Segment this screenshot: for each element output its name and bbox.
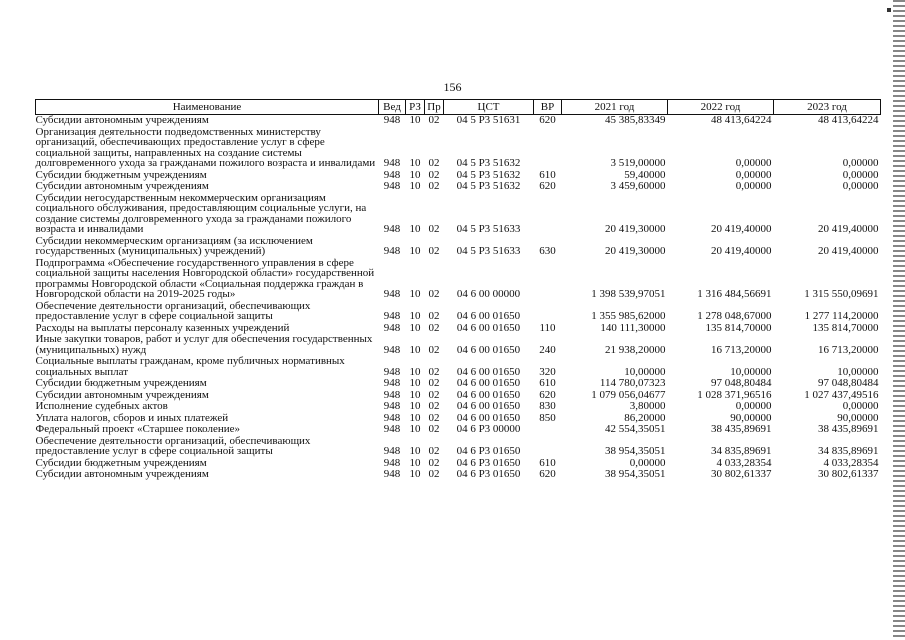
cell-2022: 1 316 484,56691 [697, 288, 772, 300]
table-row [36, 356, 881, 378]
cell-rz: 10 [409, 157, 421, 169]
cell-vr: 850 [539, 411, 556, 424]
cell-name: Уплата налогов, сборов и иных платежей [35, 411, 229, 424]
cell-2021: 3,80000 [629, 400, 666, 412]
cell-2022: 1 278 048,67000 [697, 310, 772, 322]
cell-pr: 02 [428, 321, 440, 334]
header-name: Наименование [36, 100, 379, 115]
cell-name: Субсидии негосударственным некоммерческим организациям социального обслуживания, предоставляющим социальные услуги, на создание системы долговременного ухода за гражданами пожилого возраста и инвалидами [35, 191, 367, 235]
cell-2022: 10,00000 [730, 365, 772, 378]
table-row [36, 401, 881, 413]
cell-2023: 38 435,89691 [818, 423, 879, 435]
cell-2021: 10,00000 [624, 365, 666, 378]
table-body [36, 115, 881, 481]
cell-2023: 20 419,40000 [818, 223, 879, 235]
cell-2021: 38 954,35051 [605, 445, 666, 457]
cell-rz: 10 [409, 180, 421, 192]
cell-vr: 620 [539, 468, 556, 480]
cell-rz: 10 [409, 245, 421, 257]
cell-pr: 02 [428, 157, 440, 169]
scan-mark [887, 8, 891, 12]
cell-rz: 10 [409, 388, 421, 401]
cell-ved: 948 [383, 423, 401, 435]
cell-2022: 20 419,40000 [711, 245, 772, 257]
cell-vr: 610 [539, 168, 556, 181]
cell-name: Подпрограмма «Обеспечение государственного управления в сфере социальной защиты населения Новгородской области» государственной программы Новгородской области «Социальная поддержка граждан в Новгородской области на 2019-2025 годы» [35, 256, 375, 300]
cell-2023: 1 027 437,49516 [804, 388, 879, 401]
cell-2021: 86,20000 [624, 411, 666, 424]
cell-ved: 948 [383, 288, 401, 300]
cell-2021: 1 355 985,62000 [591, 310, 666, 322]
cell-2022: 30 802,61337 [711, 468, 772, 480]
cell-cst: 04 6 00 01650 [456, 365, 521, 378]
cell-vr [534, 436, 562, 458]
cell-vr [534, 301, 562, 323]
cell-name: Субсидии бюджетным учреждениям [35, 377, 207, 389]
cell-2022: 0,00000 [735, 168, 772, 181]
cell-vr: 630 [539, 245, 556, 257]
cell-2022: 34 835,89691 [711, 445, 772, 457]
cell-2023: 16 713,20000 [818, 343, 879, 356]
cell-2023: 20 419,40000 [818, 245, 879, 257]
cell-name: Субсидии автономным учреждениям [35, 180, 209, 192]
scan-edge-artifact [893, 0, 905, 640]
header-2022: 2022 год [668, 100, 774, 115]
header-2023: 2023 год [774, 100, 881, 115]
cell-pr: 02 [428, 180, 440, 192]
table-row [36, 115, 881, 127]
cell-2021: 0,00000 [629, 456, 666, 469]
cell-2023: 34 835,89691 [818, 445, 879, 457]
cell-rz: 10 [409, 377, 421, 389]
header-rz: РЗ [406, 100, 425, 115]
cell-rz: 10 [409, 114, 421, 126]
cell-2021: 21 938,20000 [605, 343, 666, 356]
cell-ved: 948 [383, 365, 401, 378]
cell-pr: 02 [428, 343, 440, 356]
cell-2023: 4 033,28354 [823, 456, 879, 469]
cell-vr: 610 [539, 456, 556, 469]
cell-pr: 02 [428, 288, 440, 300]
cell-pr: 02 [428, 445, 440, 457]
cell-2023: 0,00000 [842, 400, 879, 412]
cell-2022: 48 413,64224 [711, 114, 772, 126]
cell-cst: 04 6 00 01650 [456, 310, 521, 322]
cell-pr: 02 [428, 223, 440, 235]
cell-rz: 10 [409, 310, 421, 322]
cell-cst: 04 5 Р3 51632 [456, 180, 521, 192]
cell-2022: 0,00000 [735, 157, 772, 169]
cell-pr: 02 [428, 114, 440, 126]
cell-ved: 948 [383, 400, 401, 412]
cell-name: Обеспечение деятельности организаций, обеспечивающих предоставление услуг в сфере социальной защиты [35, 299, 311, 322]
cell-rz: 10 [409, 411, 421, 424]
cell-ved: 948 [383, 180, 401, 192]
table-row [36, 378, 881, 390]
cell-cst: 04 5 Р3 51632 [456, 168, 521, 181]
cell-2022: 1 028 371,96516 [697, 388, 772, 401]
cell-name: Субсидии некоммерческим организациям (за исключением государственных (муниципальных) учреждений) [35, 234, 313, 257]
cell-rz: 10 [409, 423, 421, 435]
table-row [36, 127, 881, 170]
cell-2023: 48 413,64224 [818, 114, 879, 126]
cell-pr: 02 [428, 388, 440, 401]
cell-vr: 610 [539, 377, 556, 389]
cell-2022: 16 713,20000 [711, 343, 772, 356]
cell-2022: 20 419,40000 [711, 223, 772, 235]
table-row [36, 193, 881, 236]
cell-2023: 1 277 114,20000 [804, 310, 879, 322]
cell-name: Социальные выплаты гражданам, кроме публичных нормативных социальных выплат [35, 355, 345, 378]
cell-2023: 135 814,70000 [812, 321, 879, 334]
cell-2023: 0,00000 [842, 157, 879, 169]
cell-vr: 320 [539, 365, 556, 378]
table-header-row [36, 100, 881, 115]
cell-2021: 1 079 056,04677 [591, 388, 666, 401]
cell-ved: 948 [383, 468, 401, 480]
cell-rz: 10 [409, 288, 421, 300]
cell-ved: 948 [383, 377, 401, 389]
cell-cst: 04 6 00 01650 [456, 411, 521, 424]
cell-name: Субсидии автономным учреждениям [35, 468, 209, 480]
cell-cst: 04 5 Р3 51633 [456, 245, 521, 257]
cell-cst: 04 6 00 01650 [456, 400, 521, 412]
cell-2022: 135 814,70000 [705, 321, 772, 334]
cell-rz: 10 [409, 468, 421, 480]
cell-pr: 02 [428, 310, 440, 322]
header-2021: 2021 год [562, 100, 668, 115]
cell-cst: 04 5 Р3 51633 [456, 223, 521, 235]
cell-rz: 10 [409, 168, 421, 181]
cell-cst: 04 5 Р3 51632 [456, 157, 521, 169]
budget-table [35, 99, 881, 481]
header-ved: Вед [379, 100, 406, 115]
cell-cst: 04 6 00 01650 [456, 377, 521, 389]
cell-ved: 948 [383, 168, 401, 181]
cell-2023: 30 802,61337 [818, 468, 879, 480]
cell-vr [534, 424, 562, 436]
cell-ved: 948 [383, 445, 401, 457]
cell-ved: 948 [383, 411, 401, 424]
table-row [36, 334, 881, 356]
cell-cst: 04 5 Р3 51631 [456, 114, 521, 126]
cell-name: Расходы на выплаты персоналу казенных учреждений [35, 321, 290, 334]
cell-name: Субсидии бюджетным учреждениям [35, 168, 207, 181]
table-row [36, 424, 881, 436]
cell-vr: 620 [539, 114, 556, 126]
cell-2023: 0,00000 [842, 168, 879, 181]
cell-2021: 1 398 539,97051 [591, 288, 666, 300]
cell-cst: 04 6 00 00000 [456, 288, 521, 300]
cell-cst: 04 6 00 01650 [456, 388, 521, 401]
cell-2022: 4 033,28354 [716, 456, 772, 469]
cell-ved: 948 [383, 157, 401, 169]
cell-2021: 3 459,60000 [610, 180, 666, 192]
cell-ved: 948 [383, 456, 401, 469]
cell-name: Субсидии бюджетным учреждениям [35, 456, 207, 469]
cell-rz: 10 [409, 456, 421, 469]
cell-2022: 0,00000 [735, 180, 772, 192]
table-row [36, 258, 881, 301]
cell-vr: 110 [539, 321, 556, 334]
table-row [36, 301, 881, 323]
cell-ved: 948 [383, 343, 401, 356]
cell-cst: 04 6 Р3 01650 [456, 456, 521, 469]
cell-pr: 02 [428, 365, 440, 378]
cell-name: Организация деятельности подведомственных министерству организаций, обеспечивающих предоставление услуг в сфере социальной защиты, направленных на создание системы долговременного ухода за гражданами пожилого возраста и инвалидами [35, 125, 376, 169]
cell-2023: 1 315 550,09691 [804, 288, 879, 300]
cell-vr [534, 258, 562, 301]
cell-2021: 45 385,83349 [605, 114, 666, 126]
cell-2021: 140 111,30000 [600, 321, 666, 334]
cell-rz: 10 [409, 365, 421, 378]
cell-pr: 02 [428, 423, 440, 435]
cell-pr: 02 [428, 168, 440, 181]
cell-vr: 830 [539, 400, 556, 412]
cell-2022: 90,00000 [730, 411, 772, 424]
cell-cst: 04 6 Р3 00000 [456, 423, 521, 435]
cell-ved: 948 [383, 245, 401, 257]
cell-ved: 948 [383, 223, 401, 235]
cell-2021: 59,40000 [624, 168, 666, 181]
cell-rz: 10 [409, 343, 421, 356]
table-row [36, 236, 881, 258]
cell-name: Субсидии автономным учреждениям [35, 388, 209, 401]
cell-ved: 948 [383, 310, 401, 322]
cell-rz: 10 [409, 223, 421, 235]
cell-2023: 90,00000 [837, 411, 879, 424]
cell-pr: 02 [428, 245, 440, 257]
cell-rz: 10 [409, 321, 421, 334]
cell-2022: 97 048,80484 [711, 377, 772, 389]
cell-cst: 04 6 Р3 01650 [456, 445, 521, 457]
cell-vr [534, 193, 562, 236]
cell-pr: 02 [428, 456, 440, 469]
cell-vr: 620 [539, 388, 556, 401]
cell-cst: 04 6 00 01650 [456, 343, 521, 356]
cell-2021: 42 554,35051 [605, 423, 666, 435]
cell-2023: 0,00000 [842, 180, 879, 192]
cell-ved: 948 [383, 114, 401, 126]
cell-rz: 10 [409, 445, 421, 457]
cell-ved: 948 [383, 388, 401, 401]
cell-name: Федеральный проект «Старшее поколение» [35, 423, 241, 435]
cell-name: Субсидии автономным учреждениям [35, 114, 209, 126]
table-row [36, 469, 881, 481]
cell-name: Иные закупки товаров, работ и услуг для обеспечения государственных (муниципальных) нужд [35, 333, 373, 356]
cell-2023: 97 048,80484 [818, 377, 879, 389]
header-pr: Пр [425, 100, 444, 115]
cell-pr: 02 [428, 400, 440, 412]
table-row [36, 181, 881, 193]
cell-2021: 3 519,00000 [610, 157, 666, 169]
cell-2021: 20 419,30000 [605, 245, 666, 257]
cell-vr: 240 [539, 343, 556, 356]
cell-2022: 38 435,89691 [711, 423, 772, 435]
cell-vr: 620 [539, 180, 556, 192]
cell-pr: 02 [428, 468, 440, 480]
cell-2023: 10,00000 [837, 365, 879, 378]
cell-2021: 38 954,35051 [605, 468, 666, 480]
cell-ved: 948 [383, 321, 401, 334]
cell-rz: 10 [409, 400, 421, 412]
table-row [36, 436, 881, 458]
header-vr: ВР [534, 100, 562, 115]
cell-2022: 0,00000 [735, 400, 772, 412]
cell-cst: 04 6 Р3 01650 [456, 468, 521, 480]
cell-name: Обеспечение деятельности организаций, обеспечивающих предоставление услуг в сфере социальной защиты [35, 434, 311, 457]
cell-name: Исполнение судебных актов [35, 400, 168, 412]
page-number: 156 [443, 80, 462, 94]
cell-cst: 04 6 00 01650 [456, 321, 521, 334]
cell-pr: 02 [428, 377, 440, 389]
cell-vr [534, 127, 562, 170]
header-cst: ЦСТ [444, 100, 534, 115]
cell-2021: 20 419,30000 [605, 223, 666, 235]
cell-pr: 02 [428, 411, 440, 424]
cell-2021: 114 780,07323 [599, 377, 666, 389]
